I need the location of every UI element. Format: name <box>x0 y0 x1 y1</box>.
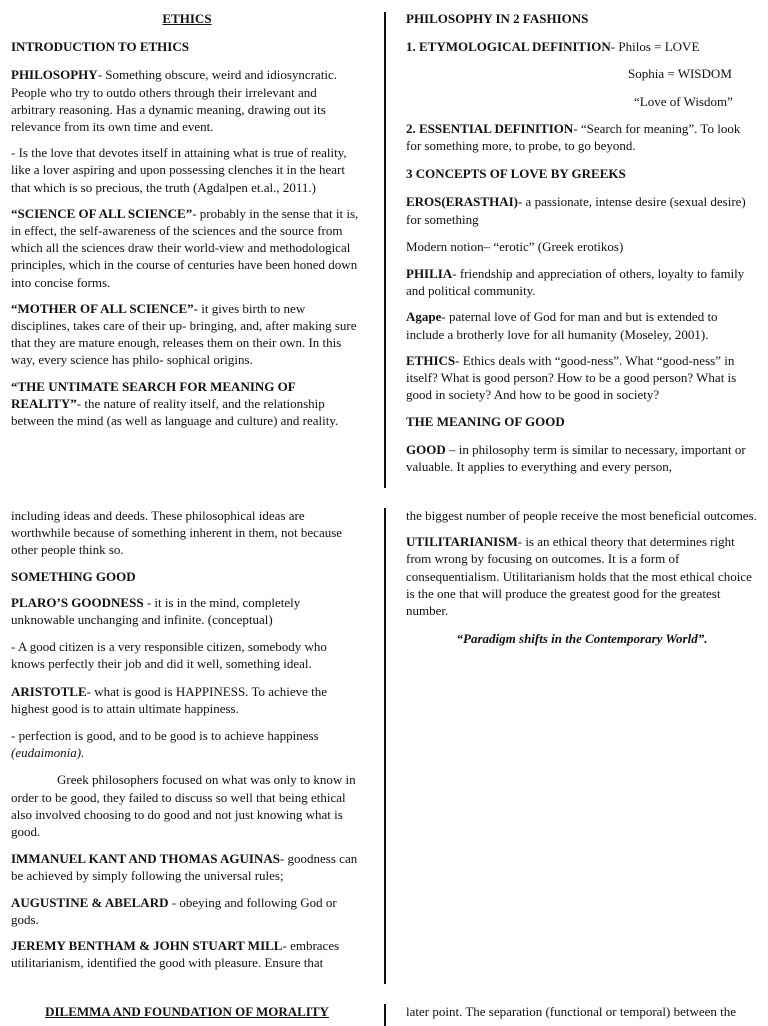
etymological-definition: 1. ETYMOLOGICAL DEFINITION- Philos = LOVE <box>406 39 700 55</box>
dilemma-heading: DILEMMA AND FOUNDATION OF MORALITY <box>45 1004 329 1019</box>
modern-notion: Modern notion– “erotic” (Greek erotikos) <box>406 238 624 254</box>
perfection-paragraph: - perfection is good, and to be good is to achieve happiness (eudaimonia). <box>11 728 319 761</box>
page-title: ETHICS <box>162 11 212 26</box>
citizen-paragraph: - A good citizen is a very responsible citizen, somebody who knows perfectly their job and did it well, something ideal. <box>11 639 327 672</box>
column-divider-top <box>384 12 386 488</box>
continued-paragraph: including ideas and deeds. These philosophical ideas are worthwhile because of something inherent in them, not because other people think so. <box>11 508 343 558</box>
augustine-paragraph: AUGUSTINE & ABELARD - obeying and following God or gods. <box>11 894 337 927</box>
utilitarianism-paragraph: UTILITARIANISM- is an ethical theory that determines right from wrong by focusing on outcomes. It is a form of consequentialism. Utilitarianism holds that the most ethical choice is the one that will produce the greatest good for the greatest number. <box>406 534 752 619</box>
mother-paragraph: “MOTHER OF ALL SCIENCE”- it gives birth to new disciplines, takes care of their up- bringing, and, after making sure that they are mature enough, releases them on their own. In this way, every science has philo- sophical origins. <box>11 300 357 368</box>
aristotle-paragraph: ARISTOTLE- what is good is HAPPINESS. To achieve the highest good is to attain ultimate happiness. <box>11 683 328 716</box>
love-paragraph: - Is the love that devotes itself in attaining what is true of reality, like a lover aspiring and upon possessing clenches it in the heart that which is so precious, the truth (Agdalpen et.al., 2011.) <box>11 145 347 195</box>
philosophy-paragraph: PHILOSOPHY- Something obscure, weird and idiosyncratic. People who try to outdo others through their irrelevant and arbitrary reasoning. Has a dynamic meaning, drawing out its relevance from its own time and event. <box>11 67 338 135</box>
top-right-column <box>406 10 758 475</box>
column-divider-bottom <box>384 1004 386 1026</box>
middle-left-column <box>11 507 363 971</box>
bottom-right-column <box>406 1003 758 1020</box>
something-good-heading: SOMETHING GOOD <box>11 568 136 584</box>
reality-paragraph: “THE UNTIMATE SEARCH FOR MEANING OF REALITY”- the nature of reality itself, and the relationship between the mind (as well as language and culture) and reality. <box>11 378 339 429</box>
love-of-wisdom: “Love of Wisdom” <box>634 93 733 109</box>
later-point-text: later point. The separation (functional or temporal) between the <box>406 1004 737 1019</box>
concepts-heading: 3 CONCEPTS OF LOVE BY GREEKS <box>406 166 626 182</box>
eros-paragraph: EROS(ERASTHAI)- a passionate, intense desire (sexual desire) for something <box>406 194 746 227</box>
meaning-heading: THE MEANING OF GOOD <box>406 414 565 430</box>
philia-paragraph: PHILIA- friendship and appreciation of others, loyalty to family and political community. <box>406 266 745 299</box>
kant-paragraph: IMMANUEL KANT AND THOMAS AGUINAS- goodness can be achieved by simply following the universal rules; <box>11 851 358 884</box>
fashions-heading: PHILOSOPHY IN 2 FASHIONS <box>406 11 589 26</box>
continued-outcomes: the biggest number of people receive the most beneficial outcomes. <box>406 508 757 523</box>
top-left-column <box>11 10 363 429</box>
bentham-paragraph: JEREMY BENTHAM & JOHN STUART MILL- embraces utilitarianism, identified the good with pleasure. Ensure that <box>11 938 340 971</box>
greek-paragraph: Greek philosophers focused on what was only to know in order to be good, they failed to discuss so well that being ethical also involved choosing to do good and not just knowing what is good. <box>11 772 356 840</box>
column-divider-middle <box>384 508 386 984</box>
plato-paragraph: PLARO’S GOODNESS - it is in the mind, completely unknowable unchanging and infinite. (conceptual) <box>11 594 301 628</box>
sophia-line: Sophia = WISDOM <box>628 66 732 82</box>
bottom-left-column <box>11 1003 363 1020</box>
essential-definition: 2. ESSENTIAL DEFINITION- “Search for meaning”. To look for something more, to probe, to go beyond. <box>406 120 741 154</box>
good-paragraph: GOOD – in philosophy term is similar to necessary, important or valuable. It applies to everything and every person, <box>406 441 746 474</box>
intro-heading: INTRODUCTION TO ETHICS <box>11 39 189 55</box>
paradigm-title: “Paradigm shifts in the Contemporary World”. <box>456 631 708 647</box>
science-paragraph: “SCIENCE OF ALL SCIENCE”- probably in the sense that it is, in effect, the self-awareness of the sciences and the source from which all the sciences draw their world-view and methodological principles, which in the course of centuries have been honed down into concise forms. <box>11 205 359 290</box>
agape-paragraph: Agape- paternal love of God for man and but is extended to include a brotherly love for all humanity (Moseley, 2001). <box>406 309 718 342</box>
middle-right-column <box>406 507 758 647</box>
ethics-paragraph: ETHICS- Ethics deals with “good-ness”. What “good-ness” in itself? What is good person? How to be a good person? What is good in society? And how to be good in society? <box>406 352 737 403</box>
